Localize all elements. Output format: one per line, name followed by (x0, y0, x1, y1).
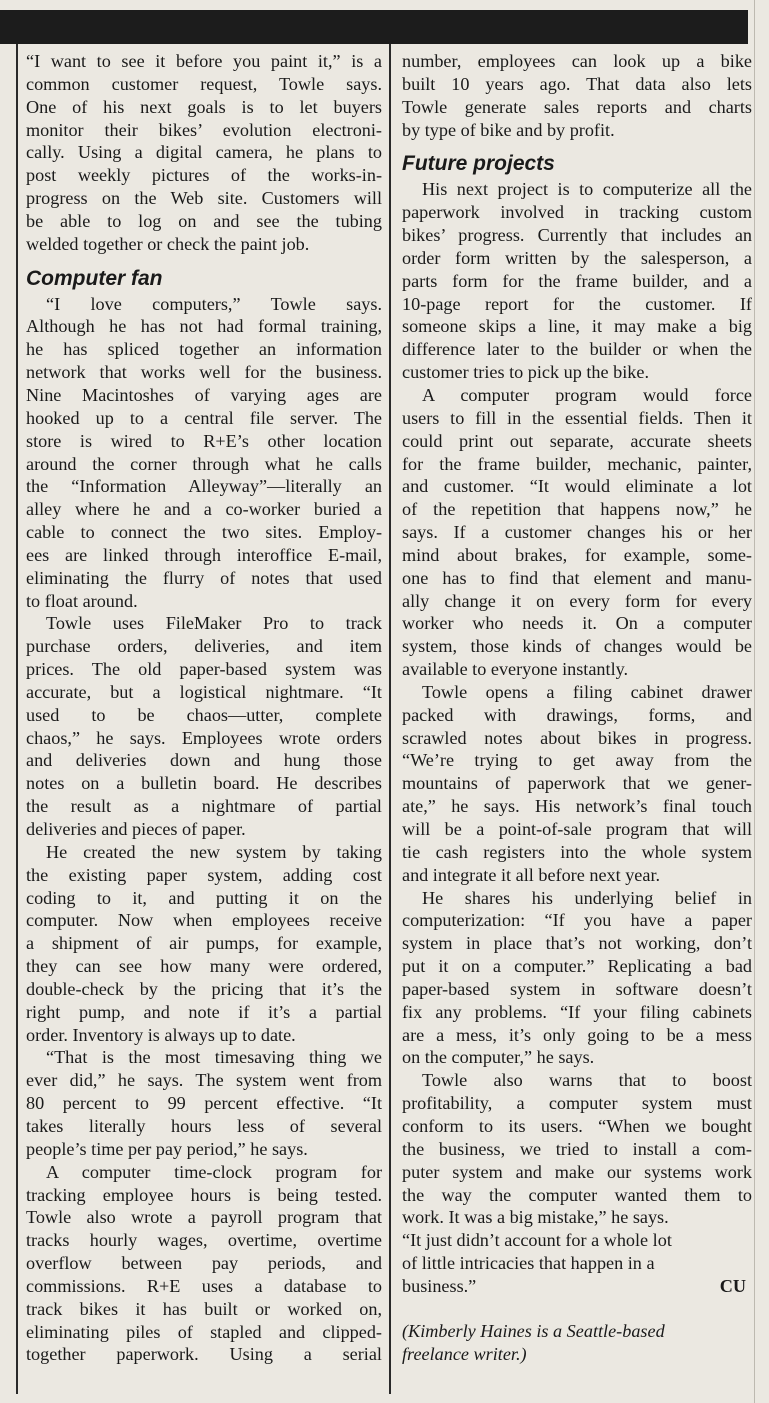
text-line: available to everyone instantly. (402, 659, 629, 680)
text-line: 80 percent to 99 percent effective. “It (26, 1093, 382, 1114)
text-line: One of his next goals is to let buyers (26, 96, 382, 117)
text-line: overflow between pay periods, and (26, 1253, 382, 1274)
text-line: mind about brakes, for example, some- (402, 544, 752, 565)
text-line: the existing paper system, adding cost (26, 864, 382, 885)
text-line: computerization: “If you have a paper (402, 910, 752, 931)
text-line: bikes’ progress. Currently that includes an (402, 225, 752, 246)
text-line: they can see how many were ordered, (26, 956, 382, 977)
text-line: paper-based system in software doesn’t (402, 978, 752, 999)
text-line: one has to find that element and manu- (402, 567, 752, 588)
text-line: track bikes it has built or worked on, (26, 1298, 382, 1319)
text-line: right pump, and note if it’s a partial (26, 1001, 382, 1022)
paragraph-first-line: A computer time-clock program for (46, 1161, 382, 1182)
text-line: for the frame builder, mechanic, painter, (402, 453, 752, 474)
text-line: deliveries and pieces of paper. (26, 819, 246, 839)
text-line: system in place that’s not working, don’t (402, 933, 752, 954)
text-line: conform to its users. “When we bought (402, 1115, 752, 1136)
signoff-mark: CU (719, 1275, 746, 1296)
text-line: monitor their bikes’ evolution electroni- (26, 119, 382, 140)
text-line: ever did,” he says. The system went from (26, 1070, 382, 1091)
text-line: “I want to see it before you paint it,” is a (26, 51, 382, 71)
text-line: welded together or check the paint job. (26, 233, 310, 254)
text-line: scrawled notes about bikes in progress. (402, 727, 752, 748)
text-line: Nine Macintoshes of varying ages are (26, 384, 382, 405)
text-line: the way the computer wanted them to (402, 1184, 752, 1205)
text-line: used to be chaos—utter, complete (26, 704, 382, 725)
text-line: tracking employee hours is being tested. (26, 1184, 382, 1205)
right-column-body (402, 50, 752, 1275)
text-line: profitability, a computer system must (402, 1093, 752, 1114)
text-line: hooked up to a central file server. The (26, 407, 382, 428)
right-column (402, 50, 752, 1365)
text-line: “It just didn’t account for a whole lot (402, 1230, 672, 1251)
paragraph-first-line: A computer program would force (422, 384, 752, 405)
text-line: will be a point-of-sale program that will (402, 819, 752, 839)
text-line: packed with drawings, forms, and (402, 704, 752, 725)
text-line: and integrate it all before next year. (402, 864, 661, 885)
text-line: accurate, but a logistical nightmare. “It (26, 681, 382, 702)
text-line: double-check by the pricing that it’s the (26, 978, 382, 999)
text-line: together paperwork. Using a serial (26, 1344, 382, 1365)
text-line: ate,” he says. His network’s final touch (402, 796, 752, 817)
text-line: customer tries to pick up the bike. (402, 362, 649, 383)
text-line: cally. Using a digital camera, he plans to (26, 142, 382, 163)
text-line: of the repetition that happens now,” he (402, 499, 752, 520)
text-line: the result as a nightmare of partial (26, 796, 382, 817)
text-line: order. Inventory is always up to date. (26, 1024, 296, 1045)
text-line: eliminating the flurry of notes that used (26, 567, 382, 588)
paragraph-first-line: He shares his underlying belief in (422, 887, 752, 908)
paragraph-first-line: “I love computers,” Towle says. (46, 293, 382, 314)
text-line: ally change it on every form for every (402, 590, 752, 611)
text-line: of little intricacies that happen in a (402, 1253, 655, 1274)
text-line: tracks hourly wages, overtime, overtime (26, 1230, 382, 1251)
text-line: purchase orders, deliveries, and item (26, 636, 382, 657)
text-line: around the corner through what he calls (26, 453, 382, 474)
section-heading: Computer fan (26, 266, 163, 290)
text-line: put it on a computer.” Replicating a bad (402, 956, 752, 977)
text-line: the “Information Alleyway”—literally an (26, 476, 382, 497)
text-line: be able to log on and see the tubing (26, 210, 382, 231)
text-line: built 10 years ago. That data also lets (402, 73, 752, 94)
text-line: Although he has not had formal training, (26, 316, 382, 337)
text-line: ees are linked through interoffice E-mail, (26, 544, 382, 565)
text-line: alley where he and a co-worker buried a (26, 499, 382, 520)
text-line: number, employees can look up a bike (402, 51, 752, 71)
column-divider (389, 44, 391, 1394)
left-column-rule (16, 44, 18, 1394)
paragraph-first-line: “That is the most timesaving thing we (46, 1047, 382, 1068)
text-line: are a mess, it’s only going to be a mess (402, 1024, 752, 1045)
closing-line: business.” (402, 1275, 477, 1296)
text-line: he has spliced together an information (26, 339, 382, 360)
paragraph-first-line: Towle opens a filing cabinet drawer (422, 681, 752, 702)
text-line: users to fill in the essential fields. Then it (402, 407, 752, 428)
text-line: notes on a bulletin board. He describes (26, 773, 382, 794)
author-credit-line-1: (Kimberly Haines is a Seattle-based (402, 1320, 665, 1341)
text-line: post weekly pictures of the works-in- (26, 165, 382, 186)
text-line: puter system and make our systems work (402, 1161, 752, 1182)
text-line: someone skips a line, it may make a big (402, 316, 752, 337)
text-line: the business, we tried to install a com- (402, 1138, 752, 1159)
text-line: 10-page report for the customer. If (402, 293, 752, 314)
text-line: coding to it, and putting it on the (26, 887, 382, 908)
text-line: people’s time per pay period,” he says. (26, 1138, 308, 1159)
text-line: prices. The old paper-based system was (26, 659, 382, 680)
text-line: to float around. (26, 590, 138, 611)
paragraph-first-line: He created the new system by taking (46, 841, 382, 862)
section-heading: Future projects (402, 152, 555, 176)
text-line: by type of bike and by profit. (402, 119, 615, 140)
text-line: system, those kinds of changes would be (402, 636, 752, 657)
spacer (402, 1298, 752, 1320)
text-line: parts form for the frame builder, and a (402, 270, 752, 291)
text-line: on the computer,” he says. (402, 1047, 595, 1068)
header-bar (0, 10, 748, 44)
text-line: paperwork involved in tracking custom (402, 202, 752, 223)
text-line: store is wired to R+E’s other location (26, 430, 382, 451)
text-line: and deliveries down and hung those (26, 750, 382, 771)
text-line: computer. Now when employees receive (26, 910, 382, 931)
text-line: worker who needs it. On a computer (402, 613, 752, 634)
text-line: common customer request, Towle says. (26, 73, 382, 94)
text-line: “We’re trying to get away from the (402, 750, 752, 771)
text-line: Towle generate sales reports and charts (402, 96, 752, 117)
text-line: Towle also wrote a payroll program that (26, 1207, 382, 1228)
author-credit-line-2: freelance writer.) (402, 1343, 527, 1364)
text-line: tie cash registers into the whole system (402, 841, 752, 862)
paragraph-first-line: Towle also warns that to boost (422, 1070, 752, 1091)
text-line: progress on the Web site. Customers will (26, 188, 382, 209)
text-line: takes literally hours less of several (26, 1115, 382, 1136)
text-line: says. If a customer changes his or her (402, 522, 752, 543)
text-line: difference later to the builder or when the (402, 339, 752, 360)
text-line: chaos,” he says. Employees wrote orders (26, 727, 382, 748)
paragraph-first-line: Towle uses FileMaker Pro to track (46, 613, 382, 634)
text-line: mountains of paperwork that we gener- (402, 773, 752, 794)
text-line: commissions. R+E uses a database to (26, 1275, 382, 1296)
left-column (26, 50, 382, 1366)
closing-row (402, 1275, 752, 1298)
paragraph-first-line: His next project is to computerize all the (422, 179, 752, 200)
text-line: and customer. “It would eliminate a lot (402, 476, 752, 497)
text-line: order form written by the salesperson, a (402, 247, 752, 268)
text-line: a shipment of air pumps, for example, (26, 933, 382, 954)
text-line: fix any problems. “If your filing cabinets (402, 1001, 752, 1022)
text-line: cable to connect the two sites. Employ- (26, 522, 382, 543)
text-line: network that works well for the business. (26, 362, 382, 383)
page-edge (754, 0, 755, 1403)
text-line: work. It was a big mistake,” he says. (402, 1207, 669, 1228)
text-line: could print out separate, accurate sheets (402, 430, 752, 451)
text-line: eliminating piles of stapled and clipped- (26, 1321, 382, 1342)
